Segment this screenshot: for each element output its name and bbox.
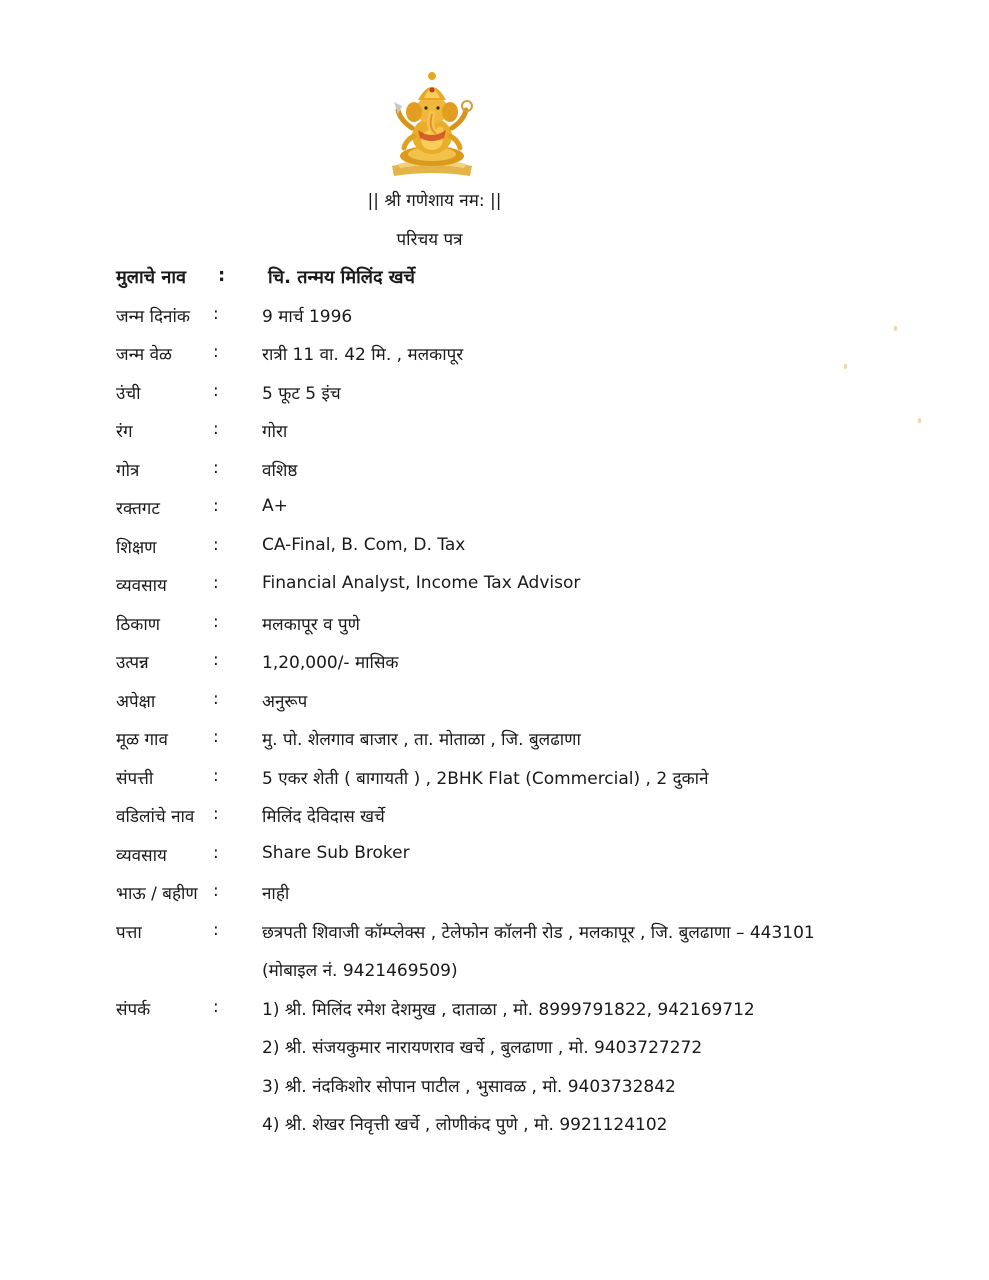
detail-label: उत्पन्न (116, 653, 149, 673)
detail-row (116, 535, 936, 565)
detail-value: छत्रपती शिवाजी कॉम्प्लेक्स , टेलेफोन कॉलनी रोड , मलकापूर , जि. बुलढाणा – 443101 (262, 923, 815, 943)
detail-colon: : (213, 304, 219, 324)
detail-row (116, 804, 936, 834)
detail-label: संपर्क (116, 1000, 151, 1020)
detail-label: रक्तगट (116, 499, 160, 519)
detail-colon: : (213, 381, 219, 401)
detail-row (116, 766, 936, 796)
detail-label: ठिकाण (116, 615, 161, 635)
document-title: परिचय पत्र (396, 230, 463, 250)
detail-label: मूळ गाव (116, 730, 168, 750)
detail-value: 1,20,000/- मासिक (262, 653, 399, 673)
detail-row (116, 496, 936, 526)
detail-value: गोरा (262, 422, 288, 442)
detail-label: व्यवसाय (116, 576, 167, 596)
detail-colon: : (213, 997, 219, 1017)
detail-value: मिलिंद देविदास खर्चे (262, 807, 385, 827)
detail-row (116, 997, 936, 1027)
detail-value: CA-Final, B. Com, D. Tax (262, 535, 466, 555)
ganesha-idol-icon (384, 70, 480, 178)
detail-value: 1) श्री. मिलिंद रमेश देशमुख , दाताळा , मो. 8999791822, 942169712 (262, 1000, 755, 1020)
detail-value: वशिष्ठ (262, 461, 298, 481)
detail-value: Share Sub Broker (262, 843, 410, 863)
detail-label: उंची (116, 384, 141, 404)
detail-row (116, 265, 936, 295)
detail-colon: : (213, 419, 219, 439)
detail-value: मु. पो. शेलगाव बाजार , ता. मोताळा , जि. बुलढाणा (262, 730, 581, 750)
detail-label: वडिलांचे नाव (116, 807, 195, 827)
detail-colon: : (213, 920, 219, 940)
detail-colon: : (213, 689, 219, 709)
detail-colon: : (213, 881, 219, 901)
detail-value: अनुरूप (262, 692, 308, 712)
detail-label: भाऊ / बहीण (116, 884, 198, 904)
detail-row (116, 381, 936, 411)
detail-row (116, 727, 936, 757)
detail-value: Financial Analyst, Income Tax Advisor (262, 573, 581, 593)
detail-row (116, 342, 936, 372)
detail-colon: : (213, 612, 219, 632)
detail-value: चि. तन्मय मिलिंद खर्चे (268, 267, 415, 288)
detail-row (116, 689, 936, 719)
detail-label: जन्म वेळ (116, 345, 172, 365)
detail-colon: : (213, 843, 219, 863)
detail-row (116, 458, 936, 488)
contact-item-2: 2) श्री. संजयकुमार नारायणराव खर्चे , बुलढाणा , मो. 9403727272 (262, 1038, 703, 1058)
detail-value: 5 फूट 5 इंच (262, 384, 341, 404)
detail-colon: : (213, 650, 219, 670)
detail-value: A+ (262, 496, 288, 516)
detail-colon: : (213, 342, 219, 362)
detail-colon: : (213, 727, 219, 747)
detail-row (116, 650, 936, 680)
speck-mark (918, 418, 921, 423)
detail-row (116, 612, 936, 642)
contact-item-3: 3) श्री. नंदकिशोर सोपान पाटील , भुसावळ , मो. 9403732842 (262, 1077, 676, 1097)
detail-row (116, 304, 936, 334)
detail-label: जन्म दिनांक (116, 307, 190, 327)
detail-label: मुलाचे नाव (116, 267, 186, 288)
detail-label: पत्ता (116, 923, 142, 943)
detail-value: 9 मार्च 1996 (262, 307, 353, 327)
detail-label: संपत्ती (116, 769, 154, 789)
detail-label: गोत्र (116, 461, 140, 481)
detail-label: रंग (116, 422, 133, 442)
detail-label: अपेक्षा (116, 692, 156, 712)
detail-colon: : (213, 535, 219, 555)
detail-value: 5 एकर शेती ( बागायती ) , 2BHK Flat (Commercial) , 2 दुकाने (262, 769, 709, 789)
contact-item-4: 4) श्री. शेखर निवृत्ती खर्चे , लोणीकंद पुणे , मो. 9921124102 (262, 1115, 668, 1135)
detail-row (116, 920, 936, 950)
invocation-text: || श्री गणेशाय नम: || (367, 191, 502, 211)
speck-mark (894, 326, 897, 331)
speck-mark (844, 364, 847, 369)
detail-value: मलकापूर व पुणे (262, 615, 360, 635)
detail-row (116, 573, 936, 603)
detail-row (116, 843, 936, 873)
detail-colon: : (213, 804, 219, 824)
detail-label: व्यवसाय (116, 846, 167, 866)
detail-row (116, 419, 936, 449)
detail-colon: : (213, 766, 219, 786)
address-mobile: (मोबाइल नं. 9421469509) (262, 961, 458, 981)
detail-row (116, 881, 936, 911)
detail-colon: : (213, 458, 219, 478)
detail-value: रात्री 11 वा. 42 मि. , मलकापूर (262, 345, 464, 365)
detail-colon: : (218, 265, 226, 286)
detail-colon: : (213, 496, 219, 516)
detail-value: नाही (262, 884, 290, 904)
detail-label: शिक्षण (116, 538, 157, 558)
detail-colon: : (213, 573, 219, 593)
